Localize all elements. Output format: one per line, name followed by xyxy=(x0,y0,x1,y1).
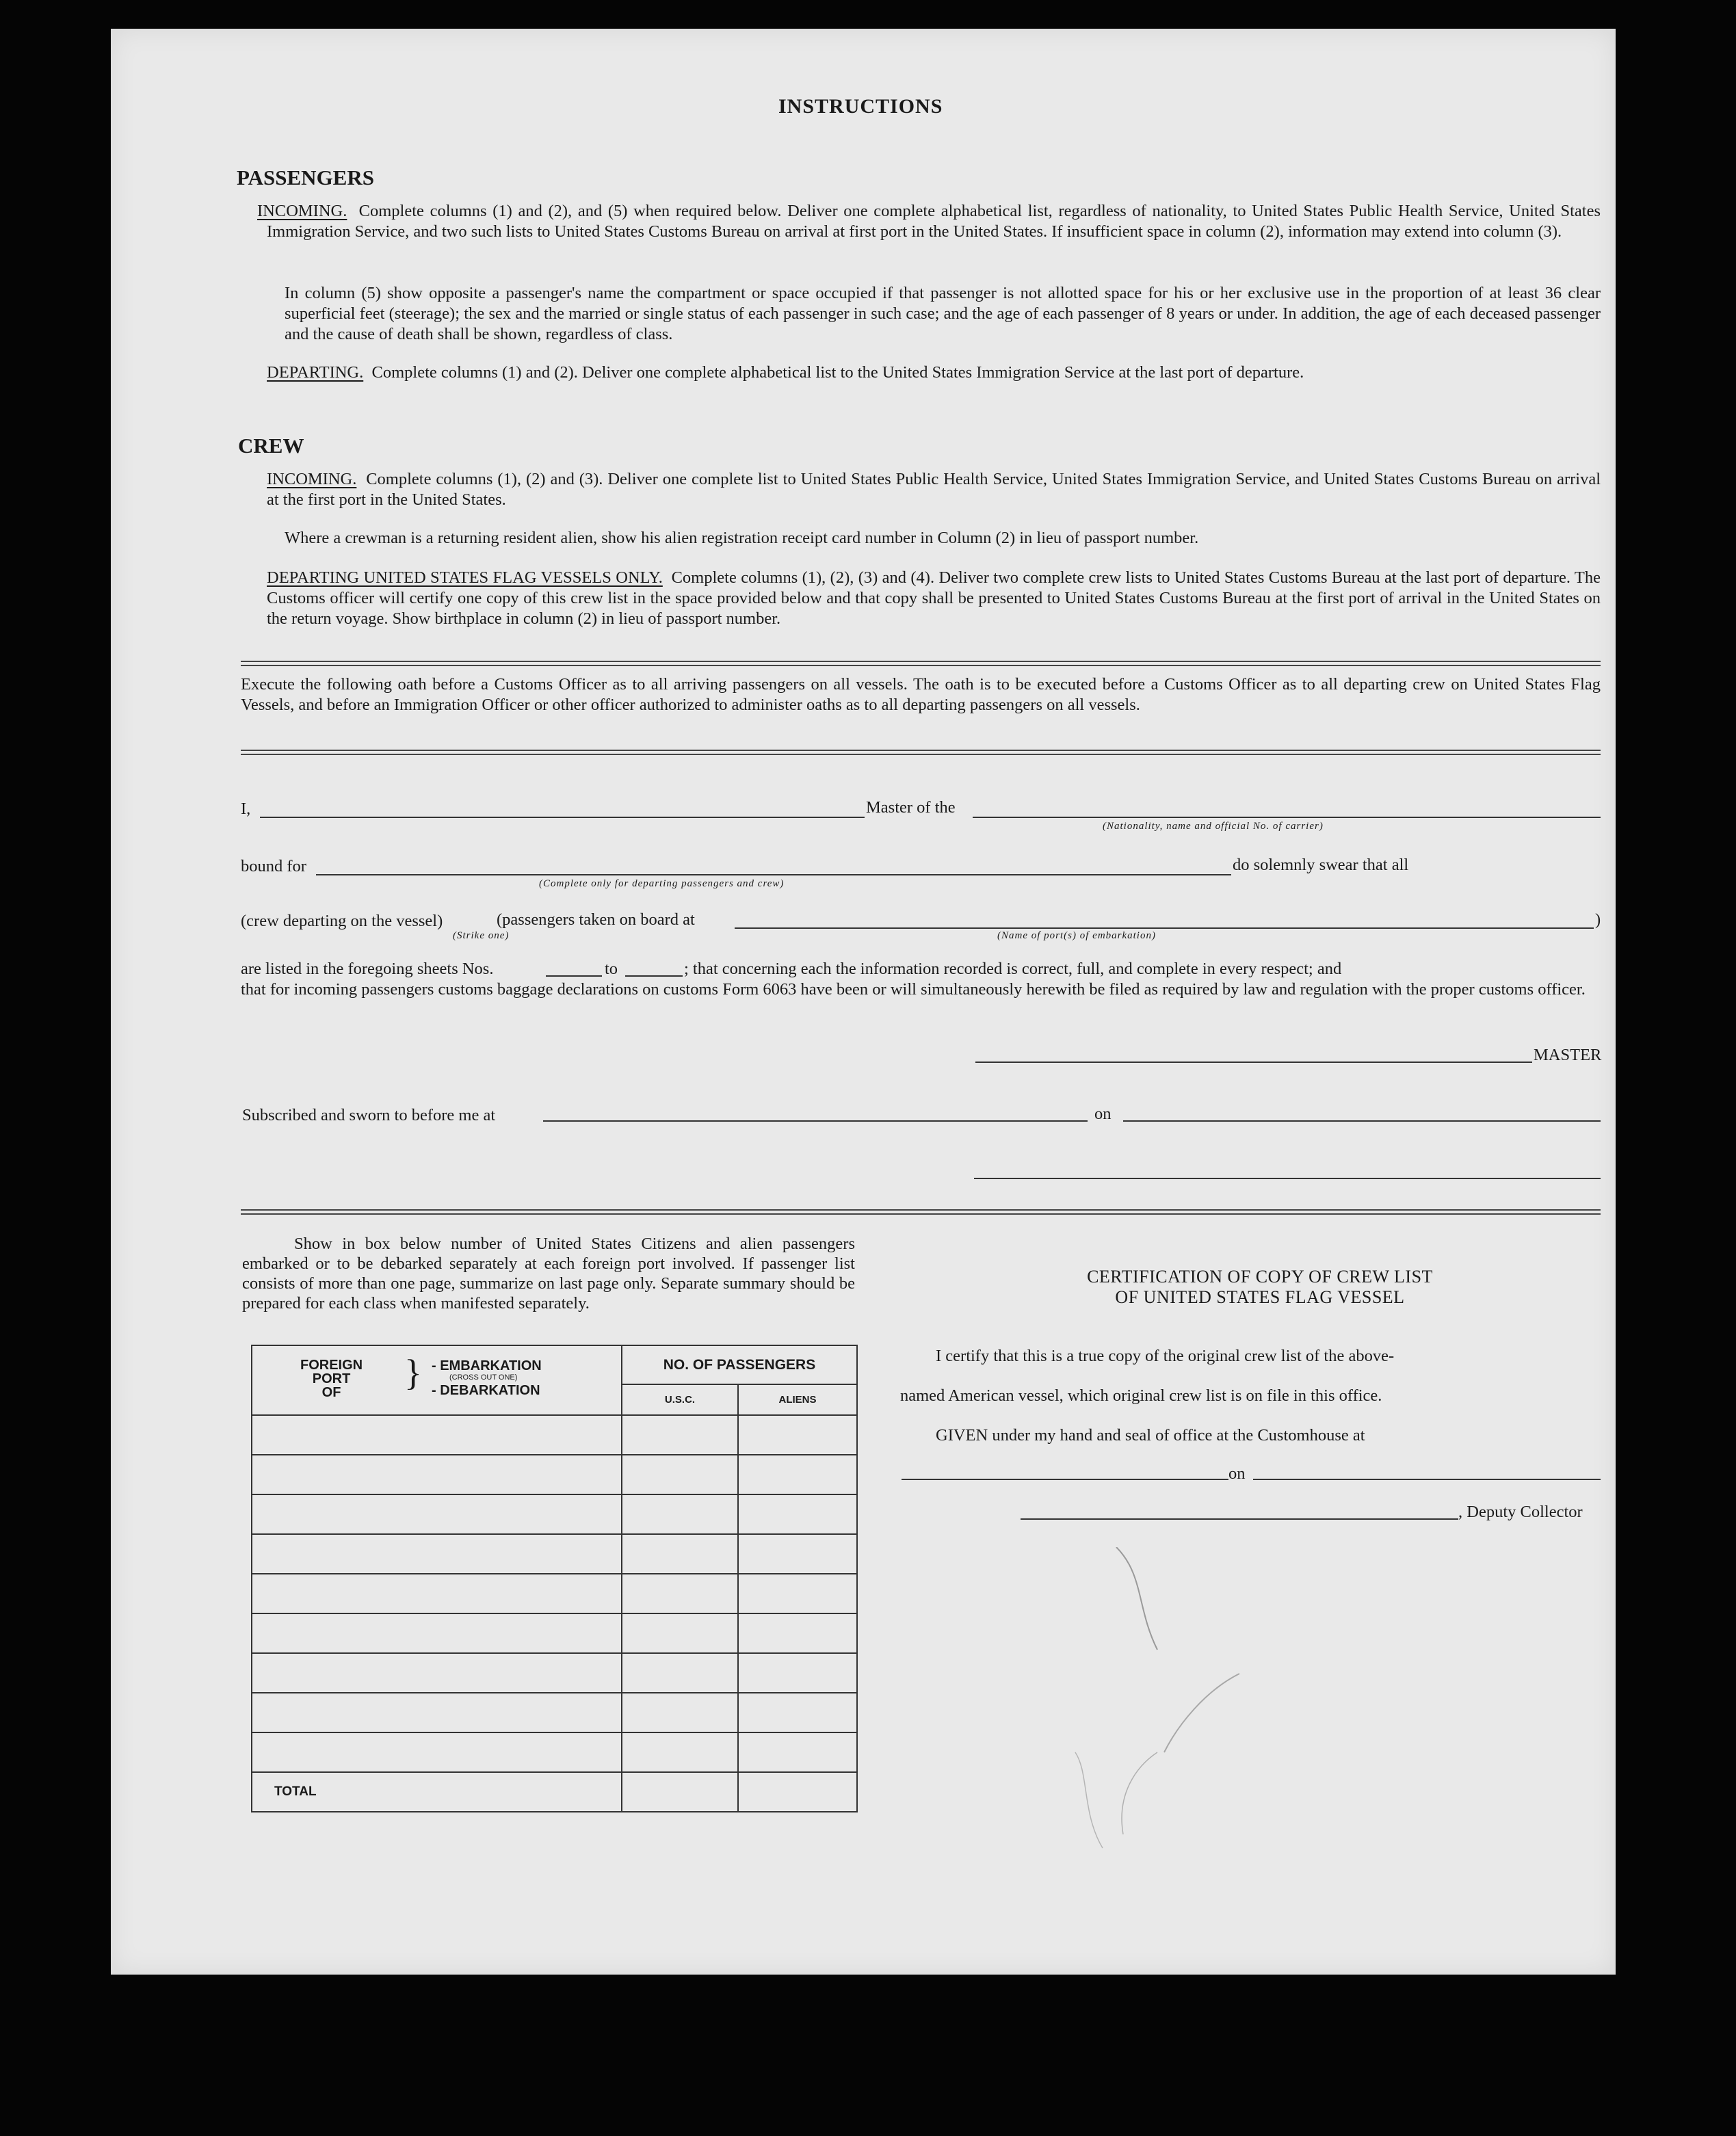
crew-departing-label: DEPARTING UNITED STATES FLAG VESSELS ONLY. xyxy=(267,568,663,587)
aliens-cell[interactable] xyxy=(738,1415,857,1455)
passengers-departing-label: DEPARTING. xyxy=(267,363,364,382)
sheet-from-line[interactable] xyxy=(546,975,602,977)
bound-for-label: bound for xyxy=(241,857,306,875)
deputy-signature-line[interactable] xyxy=(1021,1518,1458,1520)
certify-line-1: I certify that this is a true copy of the original crew list of the above- xyxy=(936,1347,1395,1365)
usc-cell[interactable] xyxy=(622,1415,738,1455)
passengers-departing-paragraph xyxy=(267,362,1601,383)
aliens-cell[interactable] xyxy=(738,1574,857,1613)
certify-line-2: named American vessel, which original crew list is on file in this office. xyxy=(900,1386,1382,1405)
divider-double xyxy=(241,1209,1601,1215)
subscribed-date-line[interactable] xyxy=(1123,1120,1601,1122)
embarkation-option[interactable]: - EMBARKATION xyxy=(432,1358,542,1373)
crew-departing-option: (crew departing on the vessel) xyxy=(241,912,443,930)
passengers-column5-paragraph: In column (5) show opposite a passenger's name the compartment or space occupied if that passenger is not allotted space for his or her exclusive use in the proportion of at least 36 clear superficial feet (steerage); the sex and the married or single status of each passenger in such case; and the age of each passenger of 8 years or under. In addition, the age of each deceased passenger and the cause of death shall be shown, regardless of class. xyxy=(285,284,1601,343)
aliens-cell[interactable] xyxy=(738,1653,857,1693)
passenger-summary-table xyxy=(251,1345,858,1812)
subscribed-place-line[interactable] xyxy=(543,1120,1088,1122)
aliens-cell[interactable] xyxy=(738,1693,857,1732)
passengers-incoming-label: INCOMING. xyxy=(257,202,347,220)
customhouse-place-line[interactable] xyxy=(902,1479,1228,1480)
passengers-incoming-text: Complete columns (1) and (2), and (5) when required below. Deliver one complete alphabetical list, regardless of nationality, to United States Public Health Service, United States Immigration Service, and two such lists to United States Customs Bureau on arrival at first port in the United States. If insufficient space in column (2), information may extend into column (3). xyxy=(267,202,1601,241)
oath-intro: Execute the following oath before a Customs Officer as to all arriving passengers on all vessels. The oath is to be executed before a Customs Officer as to all departing crew on United States Flag Vessels, and before an Immigration Officer or other officer authorized to administer oaths as to all departing passengers on all vessels. xyxy=(241,675,1601,714)
listed-statement: ; that concerning each the information recorded is correct, full, and complete in every respect; and xyxy=(684,960,1342,978)
crew-incoming-text: Complete columns (1), (2) and (3). Deliver one complete list to United States Public Health Service, United States Immigration Service, and United States Customs Bureau on arrival at the first port in the United States. xyxy=(267,470,1601,509)
no-of-passengers-header: NO. OF PASSENGERS xyxy=(622,1345,857,1384)
port-cell[interactable] xyxy=(252,1732,622,1772)
master-of-the-label: Master of the xyxy=(866,798,956,817)
given-text: GIVEN under my hand and seal of office at the Customhouse at xyxy=(936,1426,1365,1445)
bound-for-line[interactable] xyxy=(316,874,1231,875)
port-header-cell xyxy=(252,1345,622,1415)
usc-cell[interactable] xyxy=(622,1534,738,1574)
cross-out-caption: (CROSS OUT ONE) xyxy=(449,1373,518,1382)
master-name-line[interactable] xyxy=(260,817,865,818)
brace-icon: } xyxy=(404,1352,422,1393)
crew-departing-paragraph xyxy=(267,568,1601,629)
usc-cell[interactable] xyxy=(622,1494,738,1534)
master-label: MASTER xyxy=(1534,1046,1602,1064)
port-cell[interactable] xyxy=(252,1534,622,1574)
strike-one-caption: (Strike one) xyxy=(453,930,510,941)
port-cell[interactable] xyxy=(252,1613,622,1653)
usc-cell[interactable] xyxy=(622,1613,738,1653)
usc-header: U.S.C. xyxy=(622,1384,738,1415)
passengers-incoming-paragraph xyxy=(257,201,1601,242)
divider-double xyxy=(241,750,1601,755)
certification-date-line[interactable] xyxy=(1253,1479,1601,1480)
certification-on-label: on xyxy=(1228,1464,1246,1483)
officer-signature-line[interactable] xyxy=(974,1178,1601,1179)
foreign-port-of-label: FOREIGN PORT OF xyxy=(300,1358,363,1400)
master-signature-line[interactable] xyxy=(975,1062,1532,1063)
port-cell[interactable] xyxy=(252,1415,622,1455)
aliens-total-cell[interactable] xyxy=(738,1772,857,1812)
solemnly-swear-text: do solemnly swear that all xyxy=(1233,856,1409,874)
document-page xyxy=(111,29,1616,1975)
usc-cell[interactable] xyxy=(622,1693,738,1732)
usc-cell[interactable] xyxy=(622,1574,738,1613)
aliens-cell[interactable] xyxy=(738,1534,857,1574)
carrier-line[interactable] xyxy=(973,817,1601,818)
crew-departing-text: Complete columns (1), (2), (3) and (4). Deliver two complete crew lists to United States Customs Bureau at the last port of departure. The Customs officer will certify one copy of this crew list in the space provided below and that copy shall be presented to United States Customs Bureau at the first port of arrival in the United States on the return voyage. Show birthplace in column (2) in lieu of passport number. xyxy=(267,568,1601,628)
aliens-cell[interactable] xyxy=(738,1494,857,1534)
usc-cell[interactable] xyxy=(622,1653,738,1693)
summary-instructions: Show in box below number of United States Citizens and alien passengers embarked or to be debarked separately at each foreign port involved. If passenger list consists of more than one page, summarize on last page only. Separate summary should be prepared for each class when manifested separately. xyxy=(242,1235,855,1313)
listed-to-label: to xyxy=(605,960,618,978)
ports-line[interactable] xyxy=(735,927,1594,929)
aliens-cell[interactable] xyxy=(738,1613,857,1653)
ports-caption: (Name of port(s) of embarkation) xyxy=(997,930,1156,941)
crew-resident-paragraph: Where a crewman is a returning resident alien, show his alien registration receipt card number in Column (2) in lieu of passport number. xyxy=(285,529,1199,547)
listed-statement-rest: that for incoming passengers customs baggage declarations on customs Form 6063 have been or will simultaneously herewith be filed as required by law and regulation with the proper customs officer. xyxy=(241,980,1586,999)
passengers-departing-text: Complete columns (1) and (2). Deliver one complete alphabetical list to the United States Immigration Service at the last port of departure. xyxy=(371,363,1304,382)
bound-for-caption: (Complete only for departing passengers and crew) xyxy=(539,878,785,889)
oath-i-label: I, xyxy=(241,800,251,818)
port-cell[interactable] xyxy=(252,1653,622,1693)
divider-double xyxy=(241,661,1601,666)
page-title: INSTRUCTIONS xyxy=(778,95,943,118)
usc-total-cell[interactable] xyxy=(622,1772,738,1812)
certification-title: CERTIFICATION OF COPY OF CREW LIST OF UNITED STATES FLAG VESSEL xyxy=(1087,1267,1433,1307)
aliens-cell[interactable] xyxy=(738,1732,857,1772)
crew-heading: CREW xyxy=(238,434,304,458)
aliens-cell[interactable] xyxy=(738,1455,857,1494)
port-cell[interactable] xyxy=(252,1494,622,1534)
port-cell[interactable] xyxy=(252,1455,622,1494)
total-label: TOTAL xyxy=(252,1772,622,1812)
passengers-taken-option: (passengers taken on board at xyxy=(497,910,695,929)
sheet-to-line[interactable] xyxy=(625,975,683,977)
usc-cell[interactable] xyxy=(622,1455,738,1494)
crew-incoming-paragraph xyxy=(267,469,1601,510)
listed-sheets-label: are listed in the foregoing sheets Nos. xyxy=(241,960,494,978)
port-cell[interactable] xyxy=(252,1693,622,1732)
passengers-heading: PASSENGERS xyxy=(237,166,374,189)
close-paren: ) xyxy=(1595,910,1601,929)
carrier-caption: (Nationality, name and official No. of carrier) xyxy=(1103,821,1324,832)
pencil-marks xyxy=(1014,1547,1356,1930)
subscribed-label: Subscribed and sworn to before me at xyxy=(242,1106,496,1124)
deputy-collector-label: , Deputy Collector xyxy=(1458,1503,1583,1521)
aliens-header: ALIENS xyxy=(738,1384,857,1415)
crew-incoming-label: INCOMING. xyxy=(267,470,357,488)
usc-cell[interactable] xyxy=(622,1732,738,1772)
subscribed-on-label: on xyxy=(1094,1105,1112,1123)
debarkation-option[interactable]: - DEBARKATION xyxy=(432,1383,540,1398)
port-cell[interactable] xyxy=(252,1574,622,1613)
